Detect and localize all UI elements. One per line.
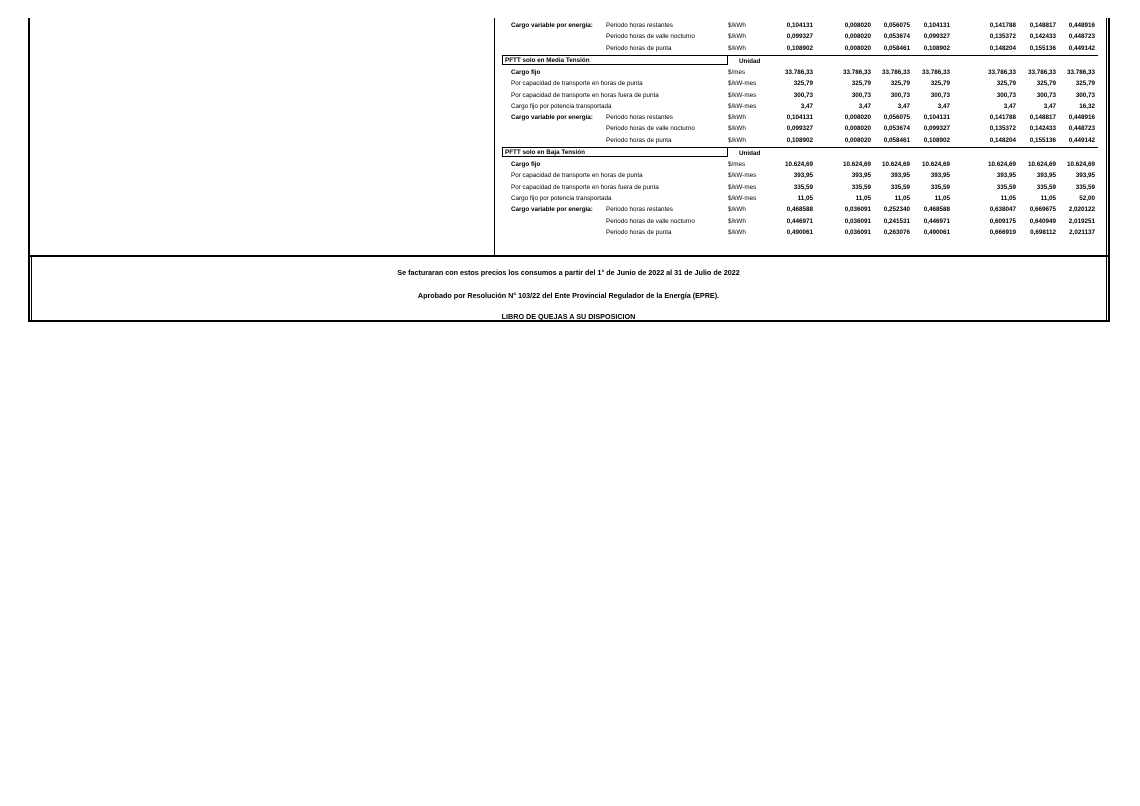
row-value: 0,108902 <box>923 136 950 144</box>
row-value: 52,00 <box>1079 194 1095 202</box>
footer-left-inner <box>31 257 32 320</box>
row-period: Periodo horas de punta <box>606 136 672 144</box>
row-value: 393,95 <box>996 172 1016 180</box>
table-row <box>500 90 1100 101</box>
table-row <box>500 78 1100 89</box>
table-row <box>500 101 1100 112</box>
table-row <box>500 182 1100 193</box>
row-value: 393,95 <box>890 172 910 180</box>
row-value: 325,79 <box>930 80 950 88</box>
row-value: 10.624,69 <box>784 161 813 168</box>
row-value: 300,73 <box>851 91 871 99</box>
row-value: 10.624,69 <box>921 161 950 168</box>
section-baja-tension-rule <box>728 147 1098 148</box>
row-value: 393,95 <box>1075 172 1095 180</box>
row-value: 0,053674 <box>883 125 910 133</box>
row-unit: $/kWh <box>728 114 746 122</box>
row-value: 0,609175 <box>989 217 1016 225</box>
row-value: 2,020122 <box>1068 206 1095 214</box>
table-row <box>500 43 1100 54</box>
row-value: 0,099327 <box>923 125 950 133</box>
row-value: 11,05 <box>894 194 910 202</box>
row-value: 0,148204 <box>989 136 1016 144</box>
row-unit: $/kW-mes <box>728 80 757 88</box>
row-value: 33.786,33 <box>1027 68 1056 76</box>
row-value: 0,669675 <box>1029 206 1056 214</box>
row-value: 325,79 <box>793 80 813 88</box>
row-value: 0,056075 <box>883 22 910 29</box>
table-row <box>500 170 1100 181</box>
row-unit: $/mes <box>728 161 746 168</box>
row-value: 10.624,69 <box>1027 161 1056 168</box>
row-value: 0,468588 <box>786 206 813 214</box>
row-unit: $/kWh <box>728 206 746 214</box>
row-value: 0,058461 <box>883 44 910 52</box>
section-baja-tension-title: PFTT solo en Baja Tensión <box>502 147 728 157</box>
table-row <box>500 135 1100 146</box>
row-value: 0,155136 <box>1029 44 1056 52</box>
row-value: 0,148817 <box>1029 22 1056 29</box>
row-value: 11,05 <box>855 194 871 202</box>
row-value: 11,05 <box>1040 194 1056 202</box>
row-value: 0,148817 <box>1029 114 1056 122</box>
frame-right-border <box>1106 18 1110 322</box>
row-value: 0,698112 <box>1030 228 1056 236</box>
row-value: 325,79 <box>1036 80 1056 88</box>
row-value: 10.624,69 <box>987 161 1016 168</box>
row-value: 10.624,69 <box>881 161 910 168</box>
footer-validity-text: Se facturaran con estos precios los consumos a partir del 1° de Junio de 2022 al 31 de Julio de 2022 <box>397 268 740 277</box>
row-value: 0,053674 <box>883 33 910 41</box>
row-value: 11,05 <box>1000 194 1016 202</box>
row-unit: $/kW-mes <box>728 183 757 191</box>
row-value: 33.786,33 <box>1066 68 1095 76</box>
row-concept: Por capacidad de transporte en horas de punta <box>511 80 643 88</box>
row-period: Periodo horas de valle nocturno <box>606 33 695 41</box>
row-period: Periodo horas de punta <box>606 228 672 236</box>
row-unit: $/kW-mes <box>728 102 757 110</box>
row-value: 0,241531 <box>883 217 910 225</box>
row-value: 0,036091 <box>844 206 871 214</box>
row-value: 0,252340 <box>883 206 910 214</box>
row-concept: Cargo variable por energía: <box>511 22 593 29</box>
row-value: 3,47 <box>1003 102 1016 110</box>
row-value: 0,141788 <box>989 114 1016 122</box>
section-media-tension-unit-header: Unidad <box>739 57 761 65</box>
footer-top-border <box>29 255 1110 257</box>
row-value: 11,05 <box>934 194 950 202</box>
row-value: 0,468588 <box>923 206 950 214</box>
row-value: 0,135372 <box>989 125 1016 133</box>
row-value: 0,141788 <box>989 22 1016 29</box>
row-value: 0,446971 <box>923 217 950 225</box>
row-unit: $/kWh <box>728 22 746 29</box>
table-row <box>500 67 1100 78</box>
row-value: 3,47 <box>897 102 910 110</box>
row-concept: Cargo fijo <box>511 68 541 76</box>
row-period: Periodo horas de valle nocturno <box>606 217 695 225</box>
row-value: 0,446971 <box>786 217 813 225</box>
row-period: Periodo horas de punta <box>606 44 672 52</box>
row-value: 0,058461 <box>883 136 910 144</box>
row-unit: $/kW-mes <box>728 194 757 202</box>
row-concept: Cargo fijo por potencia transportada <box>511 102 612 110</box>
row-value: 0,104131 <box>923 22 950 29</box>
row-value: 335,59 <box>1075 183 1095 191</box>
row-value: 0,008020 <box>844 136 871 144</box>
row-unit: $/mes <box>728 68 746 76</box>
row-value: 3,47 <box>1043 102 1056 110</box>
row-unit: $/kWh <box>728 136 746 144</box>
section-media-tension-rule <box>728 55 1098 56</box>
row-value: 0,056075 <box>883 114 910 122</box>
row-value: 0,104131 <box>786 114 813 122</box>
table-row <box>500 159 1100 170</box>
row-value: 11,05 <box>797 194 813 202</box>
row-value: 33.786,33 <box>987 68 1016 76</box>
row-value: 325,79 <box>996 80 1016 88</box>
footer-complaints-text: LIBRO DE QUEJAS A SU DISPOSICION <box>501 312 636 321</box>
row-value: 0,449142 <box>1068 44 1095 52</box>
row-value: 0,099327 <box>786 33 813 41</box>
row-value: 33.786,33 <box>881 68 910 76</box>
row-value: 33.786,33 <box>842 68 871 76</box>
row-value: 300,73 <box>1075 91 1095 99</box>
row-value: 0,099327 <box>923 33 950 41</box>
row-value: 0,148204 <box>989 44 1016 52</box>
row-value: 0,135372 <box>989 33 1016 41</box>
row-value: 0,449142 <box>1068 136 1095 144</box>
row-concept: Cargo variable por energía: <box>511 114 593 122</box>
row-value: 3,47 <box>800 102 813 110</box>
row-period: Periodo horas restantes <box>606 206 673 214</box>
footer-resolution-text: Aprobado por Resolución N° 103/22 del Ente Provincial Regulador de la Energía (EPRE). <box>417 291 720 300</box>
row-concept: Cargo fijo <box>511 161 541 168</box>
frame-divider <box>494 18 495 256</box>
row-value: 0,104131 <box>923 114 950 122</box>
row-unit: $/kW-mes <box>728 172 757 180</box>
row-value: 0,490061 <box>786 228 813 236</box>
row-value: 0,448723 <box>1068 33 1095 41</box>
section-media-tension-title: PFTT solo en Media Tensión <box>502 55 728 65</box>
row-unit: $/kWh <box>728 228 746 236</box>
row-value: 300,73 <box>890 91 910 99</box>
table-row <box>500 193 1100 204</box>
row-value: 33.786,33 <box>784 68 813 76</box>
row-value: 300,73 <box>996 91 1016 99</box>
row-value: 2,021137 <box>1069 228 1095 236</box>
row-value: 0,008020 <box>844 44 871 52</box>
row-value: 335,59 <box>930 183 950 191</box>
row-value: 325,79 <box>1075 80 1095 88</box>
row-period: Periodo horas de valle nocturno <box>606 125 695 133</box>
row-value: 0,638047 <box>989 206 1016 214</box>
row-value: 10.624,69 <box>1066 161 1095 168</box>
row-value: 0,036091 <box>844 228 871 236</box>
row-value: 393,95 <box>793 172 813 180</box>
row-value: 335,59 <box>1036 183 1056 191</box>
row-value: 393,95 <box>1036 172 1056 180</box>
row-concept: Por capacidad de transporte en horas fuera de punta <box>511 91 659 99</box>
row-unit: $/kW-mes <box>728 91 757 99</box>
row-unit: $/kWh <box>728 44 746 52</box>
row-value: 335,59 <box>996 183 1016 191</box>
table-row <box>500 31 1100 42</box>
table-row <box>500 227 1100 238</box>
row-unit: $/kWh <box>728 217 746 225</box>
row-unit: $/kWh <box>728 33 746 41</box>
row-period: Periodo horas restantes <box>606 22 673 29</box>
row-value: 300,73 <box>930 91 950 99</box>
row-value: 0,640949 <box>1029 217 1056 225</box>
section-baja-tension-unit-header: Unidad <box>739 150 761 157</box>
row-value: 325,79 <box>851 80 871 88</box>
row-period: Periodo horas restantes <box>606 114 673 122</box>
row-value: 393,95 <box>851 172 871 180</box>
row-value: 335,59 <box>890 183 910 191</box>
row-value: 0,008020 <box>844 33 871 41</box>
table-row <box>500 20 1100 31</box>
row-value: 0,108902 <box>923 44 950 52</box>
row-value: 0,104131 <box>786 22 813 29</box>
row-value: 0,448916 <box>1068 114 1095 122</box>
row-concept: Por capacidad de transporte en horas fuera de punta <box>511 183 659 191</box>
row-concept: Cargo fijo por potencia transportada <box>511 194 612 202</box>
row-value: 325,79 <box>890 80 910 88</box>
table-row <box>500 216 1100 227</box>
row-value: 10.624,69 <box>842 161 871 168</box>
row-value: 2,019251 <box>1068 217 1095 225</box>
row-value: 0,448723 <box>1068 125 1095 133</box>
row-value: 3,47 <box>937 102 950 110</box>
row-value: 0,108902 <box>786 44 813 52</box>
frame-left-border <box>28 18 30 322</box>
row-concept: Por capacidad de transporte en horas de punta <box>511 172 643 180</box>
row-value: 16,32 <box>1079 102 1095 110</box>
row-value: 0,142433 <box>1029 125 1056 133</box>
row-value: 300,73 <box>793 91 813 99</box>
row-value: 335,59 <box>851 183 871 191</box>
row-concept: Cargo variable por energía: <box>511 206 593 214</box>
row-value: 393,95 <box>930 172 950 180</box>
row-value: 0,155136 <box>1029 136 1056 144</box>
table-row <box>500 123 1100 134</box>
row-value: 3,47 <box>858 102 871 110</box>
row-value: 335,59 <box>793 183 813 191</box>
row-value: 300,73 <box>1036 91 1056 99</box>
row-value: 33.786,33 <box>921 68 950 76</box>
row-value: 0,036091 <box>844 217 871 225</box>
row-value: 0,666919 <box>989 228 1016 236</box>
row-value: 0,099327 <box>786 125 813 133</box>
row-value: 0,008020 <box>844 114 871 122</box>
row-value: 0,108902 <box>786 136 813 144</box>
table-row <box>500 204 1100 215</box>
row-value: 0,448916 <box>1068 22 1095 29</box>
row-value: 0,142433 <box>1029 33 1056 41</box>
row-value: 0,008020 <box>844 22 871 29</box>
row-unit: $/kWh <box>728 125 746 133</box>
row-value: 0,490061 <box>923 228 950 236</box>
row-value: 0,008020 <box>844 125 871 133</box>
row-value: 0,263076 <box>883 228 910 236</box>
table-row <box>500 112 1100 123</box>
